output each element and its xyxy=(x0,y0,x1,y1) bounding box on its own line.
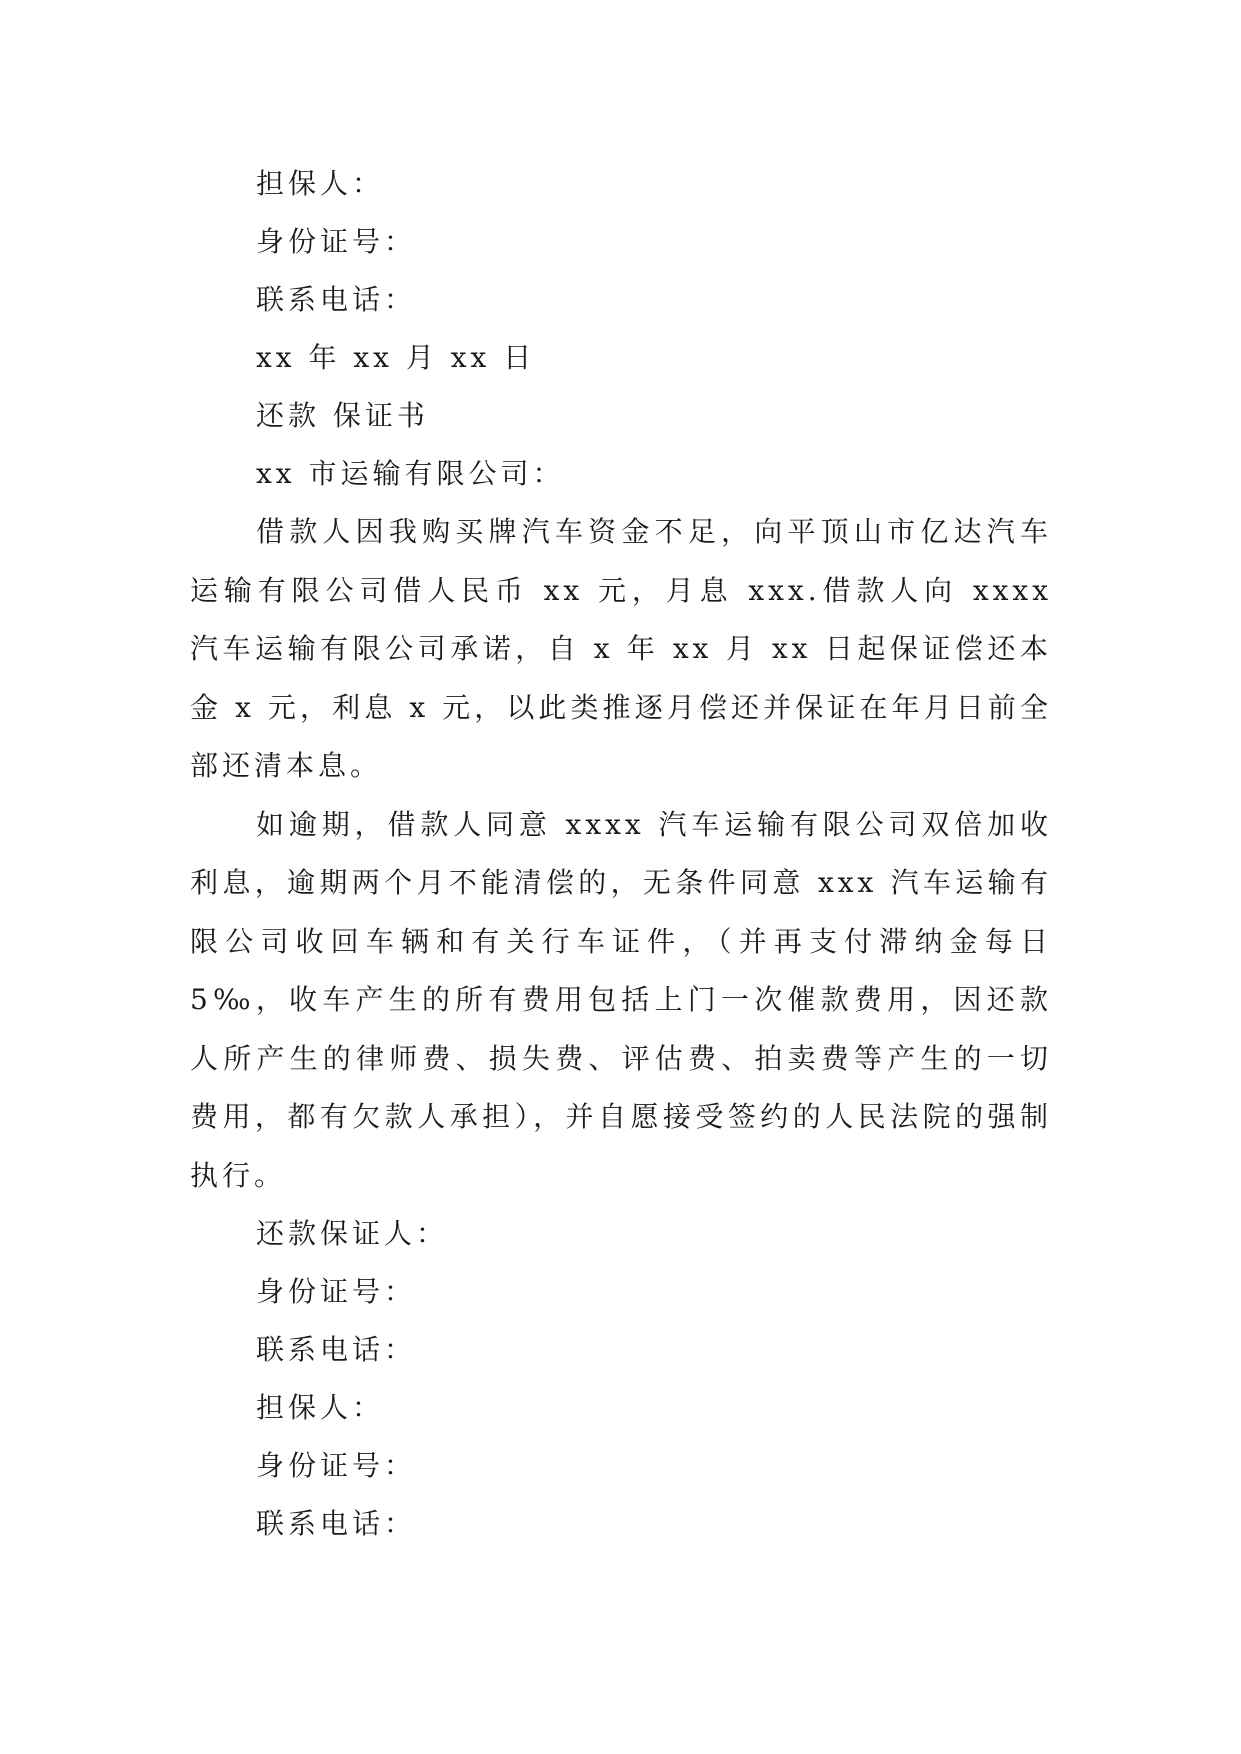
document-page xyxy=(190,155,1052,1553)
repayment-guarantor-label: 还款保证人： xyxy=(256,1217,449,1250)
document-title: 还款 保证书 xyxy=(256,399,429,432)
id-number-label-1: 身份证号： xyxy=(256,1275,417,1308)
date-line: xx 年 xx 月 xx 日 xyxy=(256,341,536,374)
guarantor-label-top: 担保人： xyxy=(256,167,385,200)
guarantor-label-bottom: 担保人： xyxy=(256,1391,385,1424)
paragraph-overdue-terms: 如逾期，借款人同意 xxxx 汽车运输有限公司双倍加收利息，逾期两个月不能清偿的，无条件同意 xxx 汽车运输有限公司收回车辆和有关行车证件，（并再支付滞纳金每日 5‰，收车产生的所有费用包括上门一次催款费用，因还款人所产生的律师费、损失费、评估费、拍卖费等产生的一切费用，都有欠款人承担），并自愿接受签约的人民法院的强制执行。 xyxy=(190,807,1052,1192)
phone-label-top: 联系电话： xyxy=(256,283,417,316)
id-number-label-top: 身份证号： xyxy=(256,225,417,258)
paragraph-loan-terms: 借款人因我购买牌汽车资金不足，向平顶山市亿达汽车运输有限公司借人民币 xx 元，月息 xxx.借款人向 xxxx 汽车运输有限公司承诺，自 x 年 xx 月 xx 日起保证偿还本金 x 元，利息 x 元，以此类推逐月偿还并保证在年月日前全部还清本息。 xyxy=(190,515,1052,782)
phone-label-2: 联系电话： xyxy=(256,1507,417,1540)
addressee: xx 市运输有限公司： xyxy=(256,457,565,490)
id-number-label-2: 身份证号： xyxy=(256,1449,417,1482)
phone-label-1: 联系电话： xyxy=(256,1333,417,1366)
